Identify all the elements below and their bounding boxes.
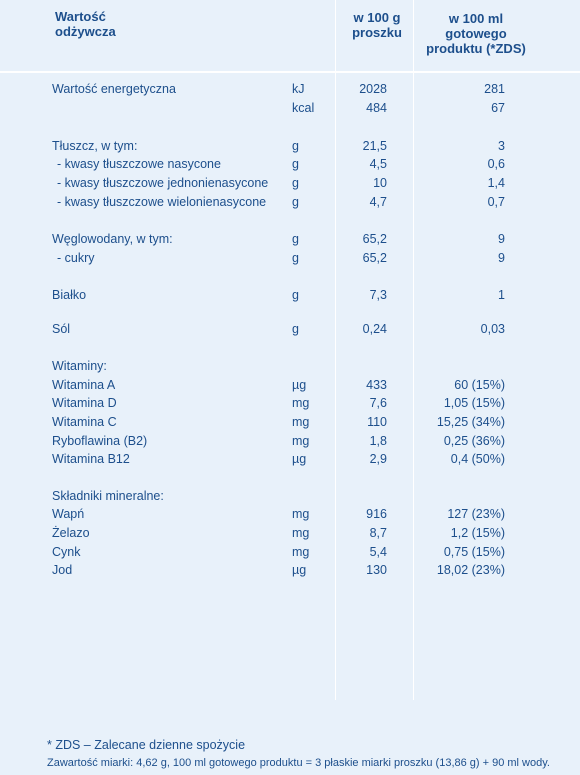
- value-per-100g: 2,9: [369, 452, 387, 466]
- nutrient-unit: mg: [292, 415, 310, 429]
- table-row: [0, 450, 580, 468]
- value-per-100ml: 281: [484, 82, 505, 96]
- value-per-100ml: 3: [498, 139, 505, 153]
- value-per-100g: 7,6: [369, 396, 387, 410]
- value-per-100g: 4,5: [369, 157, 387, 171]
- nutrient-label: Witaminy:: [52, 359, 107, 373]
- nutrient-unit: g: [292, 157, 299, 171]
- header-line: odżywcza: [55, 24, 116, 39]
- nutrient-unit: g: [292, 139, 299, 153]
- value-per-100ml: 0,4 (50%): [450, 452, 505, 466]
- table-row: [0, 505, 580, 523]
- value-per-100g: 21,5: [362, 139, 387, 153]
- nutrient-label: Wapń: [52, 507, 85, 521]
- value-per-100ml: 15,25 (34%): [436, 415, 505, 429]
- value-per-100g: 7,3: [369, 288, 387, 302]
- header-line: produktu (*ZDS): [426, 41, 526, 56]
- nutrient-label: - cukry: [57, 251, 95, 265]
- nutrient-label: Witamina B12: [52, 452, 130, 466]
- value-per-100ml: 127 (23%): [447, 507, 505, 521]
- nutrient-label: Ryboflawina (B2): [52, 434, 148, 448]
- table-row: [0, 249, 580, 267]
- header-separator: [0, 71, 580, 73]
- nutrient-unit: mg: [292, 545, 310, 559]
- nutrient-unit: g: [292, 195, 299, 209]
- table-row: [0, 80, 580, 98]
- value-per-100g: 2028: [359, 82, 387, 96]
- table-row: [0, 320, 580, 338]
- nutrient-label: - kwasy tłuszczowe nasycone: [57, 157, 221, 171]
- nutrient-unit: g: [292, 232, 299, 246]
- nutrient-unit: kcal: [292, 101, 315, 115]
- value-per-100g: 10: [373, 176, 387, 190]
- value-per-100ml: 0,03: [480, 322, 505, 336]
- table-row: [0, 137, 580, 155]
- value-per-100ml: 9: [498, 251, 505, 265]
- value-per-100g: 65,2: [362, 251, 387, 265]
- value-per-100g: 484: [366, 101, 387, 115]
- nutrient-unit: g: [292, 251, 299, 265]
- nutrient-label: - kwasy tłuszczowe wielonienasycone: [57, 195, 267, 209]
- header-line: proszku: [352, 25, 402, 40]
- value-per-100g: 65,2: [362, 232, 387, 246]
- value-per-100g: 110: [367, 415, 387, 429]
- table-row: [0, 376, 580, 394]
- table-row: [0, 413, 580, 431]
- nutrient-label: Witamina C: [52, 415, 117, 429]
- table-row: [0, 561, 580, 579]
- value-per-100g: 916: [366, 507, 387, 521]
- value-per-100g: 433: [366, 378, 387, 392]
- nutrient-unit: g: [292, 322, 299, 336]
- footnote-zds: * ZDS – Zalecane dzienne spożycie: [47, 738, 246, 752]
- nutrient-label: Żelazo: [52, 526, 90, 540]
- table-row: [0, 357, 580, 375]
- nutrient-unit: g: [292, 288, 299, 302]
- value-per-100ml: 1,05 (15%): [443, 396, 505, 410]
- value-per-100g: 1,8: [369, 434, 387, 448]
- header-line: w 100 ml: [448, 11, 504, 26]
- value-per-100g: 0,24: [362, 322, 387, 336]
- header-nutrition-value: [55, 9, 116, 39]
- nutrient-label: Białko: [52, 288, 87, 302]
- nutrient-label: - kwasy tłuszczowe jednonienasycone: [57, 176, 269, 190]
- header-per-100ml: [420, 11, 532, 56]
- value-per-100g: 4,7: [369, 195, 387, 209]
- value-per-100ml: 0,7: [487, 195, 505, 209]
- value-per-100ml: 1,4: [487, 176, 505, 190]
- table-row: [0, 286, 580, 304]
- footnote-serving: Zawartość miarki: 4,62 g, 100 ml gotowego produktu = 3 płaskie miarki proszku (13,86 g) + 90 ml wody.: [47, 757, 550, 769]
- nutrient-label: Cynk: [52, 545, 81, 559]
- value-per-100g: 130: [366, 563, 387, 577]
- nutrient-label: Jod: [52, 563, 73, 577]
- nutrient-label: Witamina A: [52, 378, 116, 392]
- nutrient-label: Witamina D: [52, 396, 117, 410]
- table-row: [0, 174, 580, 192]
- nutrient-unit: µg: [292, 378, 307, 392]
- header-per-100g: [343, 10, 411, 40]
- nutrient-unit: g: [292, 176, 299, 190]
- table-row: [0, 394, 580, 412]
- table-row: [0, 432, 580, 450]
- value-per-100ml: 0,6: [487, 157, 505, 171]
- table-row: [0, 230, 580, 248]
- nutrient-label: Sól: [52, 322, 71, 336]
- nutrient-label: Składniki mineralne:: [52, 489, 164, 503]
- value-per-100g: 8,7: [369, 526, 387, 540]
- value-per-100g: 5,4: [369, 545, 387, 559]
- table-row: [0, 543, 580, 561]
- value-per-100ml: 0,75 (15%): [443, 545, 505, 559]
- nutrient-label: Tłuszcz, w tym:: [52, 139, 138, 153]
- nutrient-label: Węglowodany, w tym:: [52, 232, 173, 246]
- nutrient-unit: kJ: [292, 82, 305, 96]
- table-row: [0, 99, 580, 117]
- value-per-100ml: 9: [498, 232, 505, 246]
- header-line: w 100 g: [353, 10, 401, 25]
- value-per-100ml: 18,02 (23%): [436, 563, 505, 577]
- value-per-100ml: 0,25 (36%): [443, 434, 505, 448]
- value-per-100ml: 60 (15%): [454, 378, 505, 392]
- header-line: gotowego: [445, 26, 507, 41]
- table-row: [0, 487, 580, 505]
- table-row: [0, 155, 580, 173]
- value-per-100ml: 1,2 (15%): [450, 526, 505, 540]
- nutrient-unit: µg: [292, 563, 307, 577]
- nutrient-unit: mg: [292, 434, 310, 448]
- value-per-100ml: 67: [491, 101, 505, 115]
- nutrient-unit: mg: [292, 526, 310, 540]
- table-row: [0, 524, 580, 542]
- value-per-100ml: 1: [498, 288, 505, 302]
- nutrient-unit: mg: [292, 396, 310, 410]
- nutrient-unit: mg: [292, 507, 310, 521]
- header-line: Wartość: [55, 9, 106, 24]
- table-row: [0, 193, 580, 211]
- nutrient-unit: µg: [292, 452, 307, 466]
- nutrient-label: Wartość energetyczna: [52, 82, 176, 96]
